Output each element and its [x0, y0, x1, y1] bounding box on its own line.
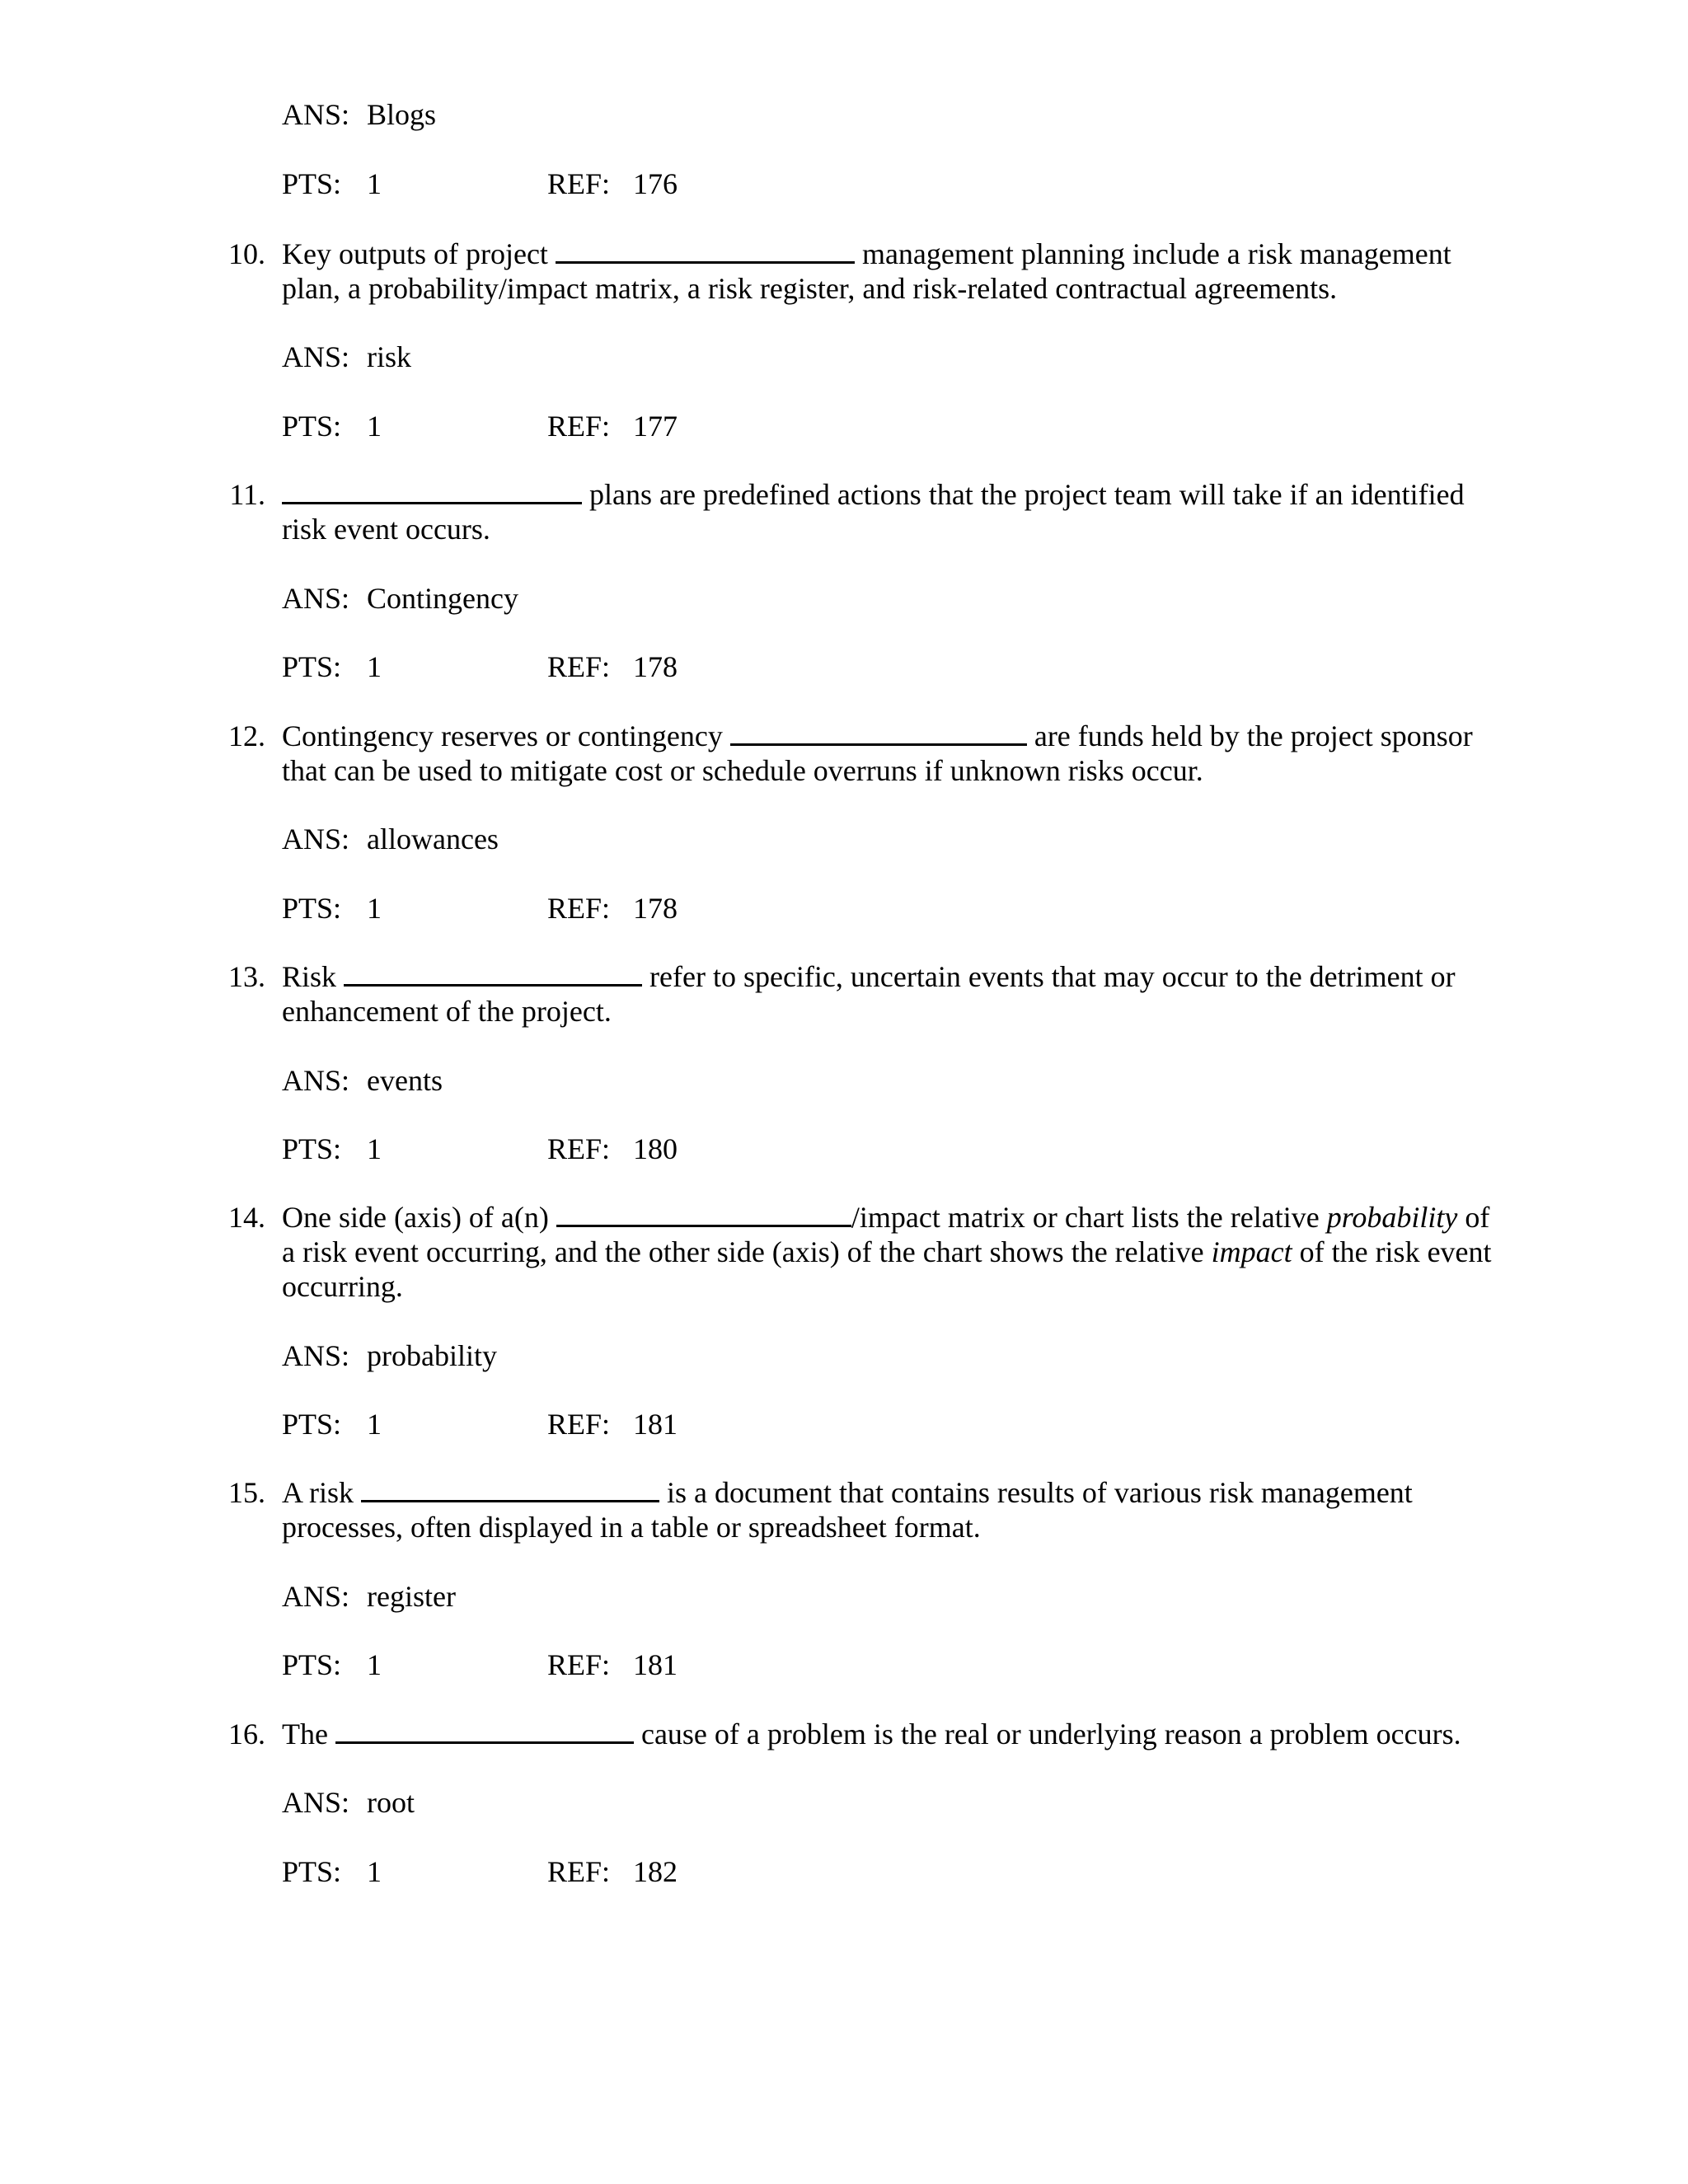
question-emphasis: probability — [1326, 1201, 1458, 1234]
ref-value: 181 — [633, 1408, 678, 1441]
ref-value: 181 — [633, 1648, 678, 1681]
ans-label: ANS: — [282, 1339, 350, 1372]
ref-label: REF: — [547, 650, 611, 683]
question-text: The — [282, 1718, 328, 1750]
points-value: 1 — [367, 1408, 382, 1441]
points-value: 1 — [367, 892, 382, 925]
ref-label: REF: — [547, 1408, 611, 1441]
ref-value: 180 — [633, 1132, 678, 1165]
question-text: management planning include a risk management — [861, 237, 1451, 270]
pts-label: PTS: — [282, 167, 342, 200]
points-value: 1 — [367, 410, 382, 443]
question-number: 14. — [228, 1201, 265, 1234]
ref-value: 177 — [633, 410, 678, 443]
ref-label: REF: — [547, 892, 611, 925]
pts-label: PTS: — [282, 1648, 342, 1681]
question-text: is a document that contains results of various risk management — [667, 1476, 1413, 1509]
question-text-line — [282, 1235, 1492, 1269]
question-text: refer to specific, uncertain events that may occur to the detriment or — [649, 960, 1456, 993]
question-text: a risk event occurring, and the other side (axis) of the chart shows the relative — [282, 1235, 1204, 1268]
question-text: cause of a problem is the real or underlying reason a problem occurs. — [640, 1718, 1461, 1750]
question-number: 13. — [228, 960, 265, 993]
question-text: processes, often displayed in a table or spreadsheet format. — [282, 1511, 981, 1544]
question-number: 16. — [228, 1718, 265, 1750]
question-text-line — [282, 1475, 1413, 1510]
pts-label: PTS: — [282, 410, 342, 443]
answer-value: allowances — [367, 823, 499, 855]
ans-label: ANS: — [282, 98, 350, 131]
points-value: 1 — [367, 1132, 382, 1165]
ans-label: ANS: — [282, 823, 350, 855]
answer-value: risk — [367, 340, 411, 373]
question-text: enhancement of the project. — [282, 995, 612, 1028]
points-value: 1 — [367, 167, 382, 200]
ref-label: REF: — [547, 1648, 611, 1681]
question-text: that can be used to mitigate cost or schedule overruns if unknown risks occur. — [282, 754, 1203, 787]
question-text-line — [282, 1200, 1489, 1235]
ref-value: 182 — [633, 1855, 678, 1888]
question-text-line — [282, 959, 1456, 994]
fill-in-blank — [730, 719, 1027, 746]
question-text: One side (axis) of a(n) — [282, 1201, 549, 1234]
question-number: 11. — [229, 478, 265, 511]
answer-value: events — [367, 1064, 443, 1097]
ans-label: ANS: — [282, 1786, 350, 1819]
points-value: 1 — [367, 1855, 382, 1888]
ref-label: REF: — [547, 1855, 611, 1888]
ref-value: 178 — [633, 650, 678, 683]
question-text: are funds held by the project sponsor — [1034, 719, 1473, 752]
question-text: risk event occurs. — [282, 513, 490, 546]
points-value: 1 — [367, 650, 382, 683]
question-text: occurring. — [282, 1270, 403, 1303]
answer-value: Contingency — [367, 582, 518, 615]
question-text: of — [1465, 1201, 1490, 1234]
pts-label: PTS: — [282, 1132, 342, 1165]
fill-in-blank — [344, 959, 642, 987]
question-text-line — [282, 237, 1451, 271]
fill-in-blank — [361, 1475, 659, 1502]
pts-label: PTS: — [282, 1855, 342, 1888]
answer-value: register — [367, 1580, 456, 1613]
pts-label: PTS: — [282, 892, 342, 925]
question-number: 15. — [228, 1476, 265, 1509]
question-text: Risk — [282, 960, 337, 993]
question-number: 12. — [228, 719, 265, 752]
fill-in-blank — [556, 1200, 851, 1227]
ref-label: REF: — [547, 410, 611, 443]
question-text: of the risk event — [1299, 1235, 1492, 1268]
question-text: Contingency reserves or contingency — [282, 719, 723, 752]
fill-in-blank — [335, 1717, 634, 1744]
question-text: plan, a probability/impact matrix, a risk register, and risk-related contractual agreements. — [282, 272, 1338, 305]
ref-value: 176 — [633, 167, 678, 200]
fill-in-blank — [556, 237, 855, 264]
ans-label: ANS: — [282, 1064, 350, 1097]
question-text: /impact matrix or chart lists the relative — [851, 1201, 1320, 1234]
answer-value: root — [367, 1786, 415, 1819]
answer-value: probability — [367, 1339, 497, 1372]
question-number: 10. — [228, 237, 265, 270]
answer-value: Blogs — [367, 98, 437, 131]
ans-label: ANS: — [282, 1580, 350, 1613]
pts-label: PTS: — [282, 650, 342, 683]
question-emphasis: impact — [1211, 1235, 1292, 1268]
question-text-line — [282, 719, 1473, 753]
ref-label: REF: — [547, 1132, 611, 1165]
question-text: Key outputs of project — [282, 237, 548, 270]
ref-label: REF: — [547, 167, 611, 200]
fill-in-blank — [282, 477, 582, 504]
points-value: 1 — [367, 1648, 382, 1681]
pts-label: PTS: — [282, 1408, 342, 1441]
question-text: plans are predefined actions that the project team will take if an identified — [589, 478, 1465, 511]
question-text-line — [282, 477, 1465, 512]
question-text-line — [282, 1717, 1461, 1751]
ref-value: 178 — [633, 892, 678, 925]
ans-label: ANS: — [282, 340, 350, 373]
ans-label: ANS: — [282, 582, 350, 615]
question-text: A risk — [282, 1476, 354, 1509]
